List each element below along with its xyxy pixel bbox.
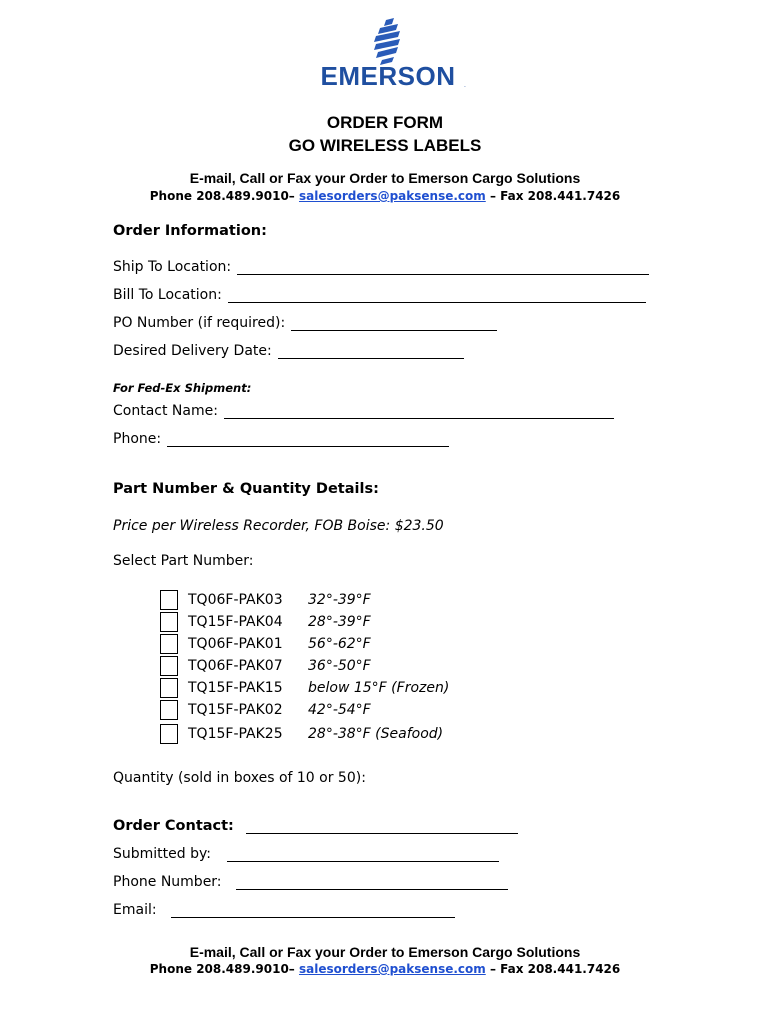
footer-email-link[interactable]: salesorders@paksense.com bbox=[298, 962, 486, 976]
part-temperature-range: below 15°F (Frozen) bbox=[308, 680, 450, 696]
price-note: Price per Wireless Recorder, FOB Boise: $23.50 bbox=[113, 518, 444, 534]
header-phone-line bbox=[0, 189, 770, 203]
header-fax: – Fax 208.441.7426 bbox=[485, 189, 621, 203]
form-title: ORDER FORM bbox=[326, 113, 444, 132]
order-information-heading: Order Information: bbox=[113, 223, 267, 239]
part-temperature-range: 42°-54°F bbox=[308, 702, 371, 718]
part-row bbox=[160, 699, 371, 721]
header-phone: Phone 208.489.9010– bbox=[149, 189, 299, 203]
po-number-input[interactable] bbox=[291, 316, 497, 331]
ship-to-field bbox=[113, 259, 649, 275]
submitted-by-input[interactable] bbox=[227, 847, 499, 862]
part-temperature-range: 36°-50°F bbox=[308, 658, 371, 674]
contact-name-input[interactable] bbox=[224, 404, 614, 419]
part-temperature-range: 56°-62°F bbox=[308, 636, 371, 652]
part-checkbox[interactable] bbox=[160, 678, 178, 698]
bill-to-input[interactable] bbox=[228, 288, 646, 303]
part-number: TQ15F-PAK25 bbox=[188, 726, 283, 742]
part-number: TQ06F-PAK01 bbox=[188, 636, 283, 652]
header-contact-text: E-mail, Call or Fax your Order to Emerson Cargo Solutions bbox=[189, 170, 581, 186]
po-number-field bbox=[113, 315, 497, 331]
logo-trademark-dot: . bbox=[464, 82, 466, 89]
phone-label: Phone: bbox=[113, 431, 162, 447]
part-checkbox[interactable] bbox=[160, 656, 178, 676]
phone-number-label: Phone Number: bbox=[113, 874, 222, 890]
part-row bbox=[160, 723, 443, 745]
phone-field bbox=[113, 431, 449, 447]
ship-to-input[interactable] bbox=[237, 260, 649, 275]
part-number: TQ15F-PAK15 bbox=[188, 680, 283, 696]
part-temperature-range: 28°-39°F bbox=[308, 614, 371, 630]
phone-input[interactable] bbox=[167, 432, 449, 447]
part-checkbox[interactable] bbox=[160, 634, 178, 654]
part-checkbox[interactable] bbox=[160, 612, 178, 632]
form-subtitle: GO WIRELESS LABELS bbox=[288, 136, 482, 155]
part-row bbox=[160, 655, 371, 677]
footer-phone: Phone 208.489.9010– bbox=[149, 962, 299, 976]
footer-phone-line bbox=[0, 962, 770, 976]
submitted-by-field bbox=[113, 846, 499, 862]
footer-fax: – Fax 208.441.7426 bbox=[485, 962, 621, 976]
part-temperature-range: 32°-39°F bbox=[308, 592, 371, 608]
ship-to-label: Ship To Location: bbox=[113, 259, 232, 275]
delivery-date-field bbox=[113, 343, 464, 359]
email-input[interactable] bbox=[171, 903, 455, 918]
part-number: TQ06F-PAK03 bbox=[188, 592, 283, 608]
part-checkbox[interactable] bbox=[160, 700, 178, 720]
part-number: TQ06F-PAK07 bbox=[188, 658, 283, 674]
footer-contact-text: E-mail, Call or Fax your Order to Emerson Cargo Solutions bbox=[189, 944, 581, 960]
email-field bbox=[113, 902, 455, 918]
order-contact-input[interactable] bbox=[246, 819, 518, 834]
email-label: Email: bbox=[113, 902, 157, 918]
part-row bbox=[160, 589, 371, 611]
po-number-label: PO Number (if required): bbox=[113, 315, 286, 331]
bill-to-field bbox=[113, 287, 646, 303]
part-temperature-range: 28°-38°F (Seafood) bbox=[308, 726, 444, 742]
bill-to-label: Bill To Location: bbox=[113, 287, 222, 303]
submitted-by-label: Submitted by: bbox=[113, 846, 211, 862]
delivery-date-input[interactable] bbox=[278, 344, 464, 359]
fedex-note: For Fed-Ex Shipment: bbox=[113, 381, 252, 395]
part-row bbox=[160, 633, 371, 655]
order-contact-heading: Order Contact: bbox=[113, 818, 234, 834]
phone-number-field bbox=[113, 874, 508, 890]
emerson-logo-text: EMERSON bbox=[320, 61, 456, 91]
part-number: TQ15F-PAK04 bbox=[188, 614, 283, 630]
contact-name-field bbox=[113, 403, 614, 419]
contact-name-label: Contact Name: bbox=[113, 403, 218, 419]
header-email-link[interactable]: salesorders@paksense.com bbox=[298, 189, 486, 203]
phone-number-input[interactable] bbox=[236, 875, 508, 890]
delivery-date-label: Desired Delivery Date: bbox=[113, 343, 272, 359]
part-details-heading: Part Number & Quantity Details: bbox=[113, 481, 379, 497]
part-checkbox[interactable] bbox=[160, 724, 178, 744]
part-number: TQ15F-PAK02 bbox=[188, 702, 283, 718]
quantity-label: Quantity (sold in boxes of 10 or 50): bbox=[113, 770, 366, 786]
select-part-label: Select Part Number: bbox=[113, 553, 254, 569]
part-checkbox[interactable] bbox=[160, 590, 178, 610]
part-row bbox=[160, 677, 449, 699]
part-row bbox=[160, 611, 371, 633]
order-contact-field bbox=[113, 818, 518, 834]
